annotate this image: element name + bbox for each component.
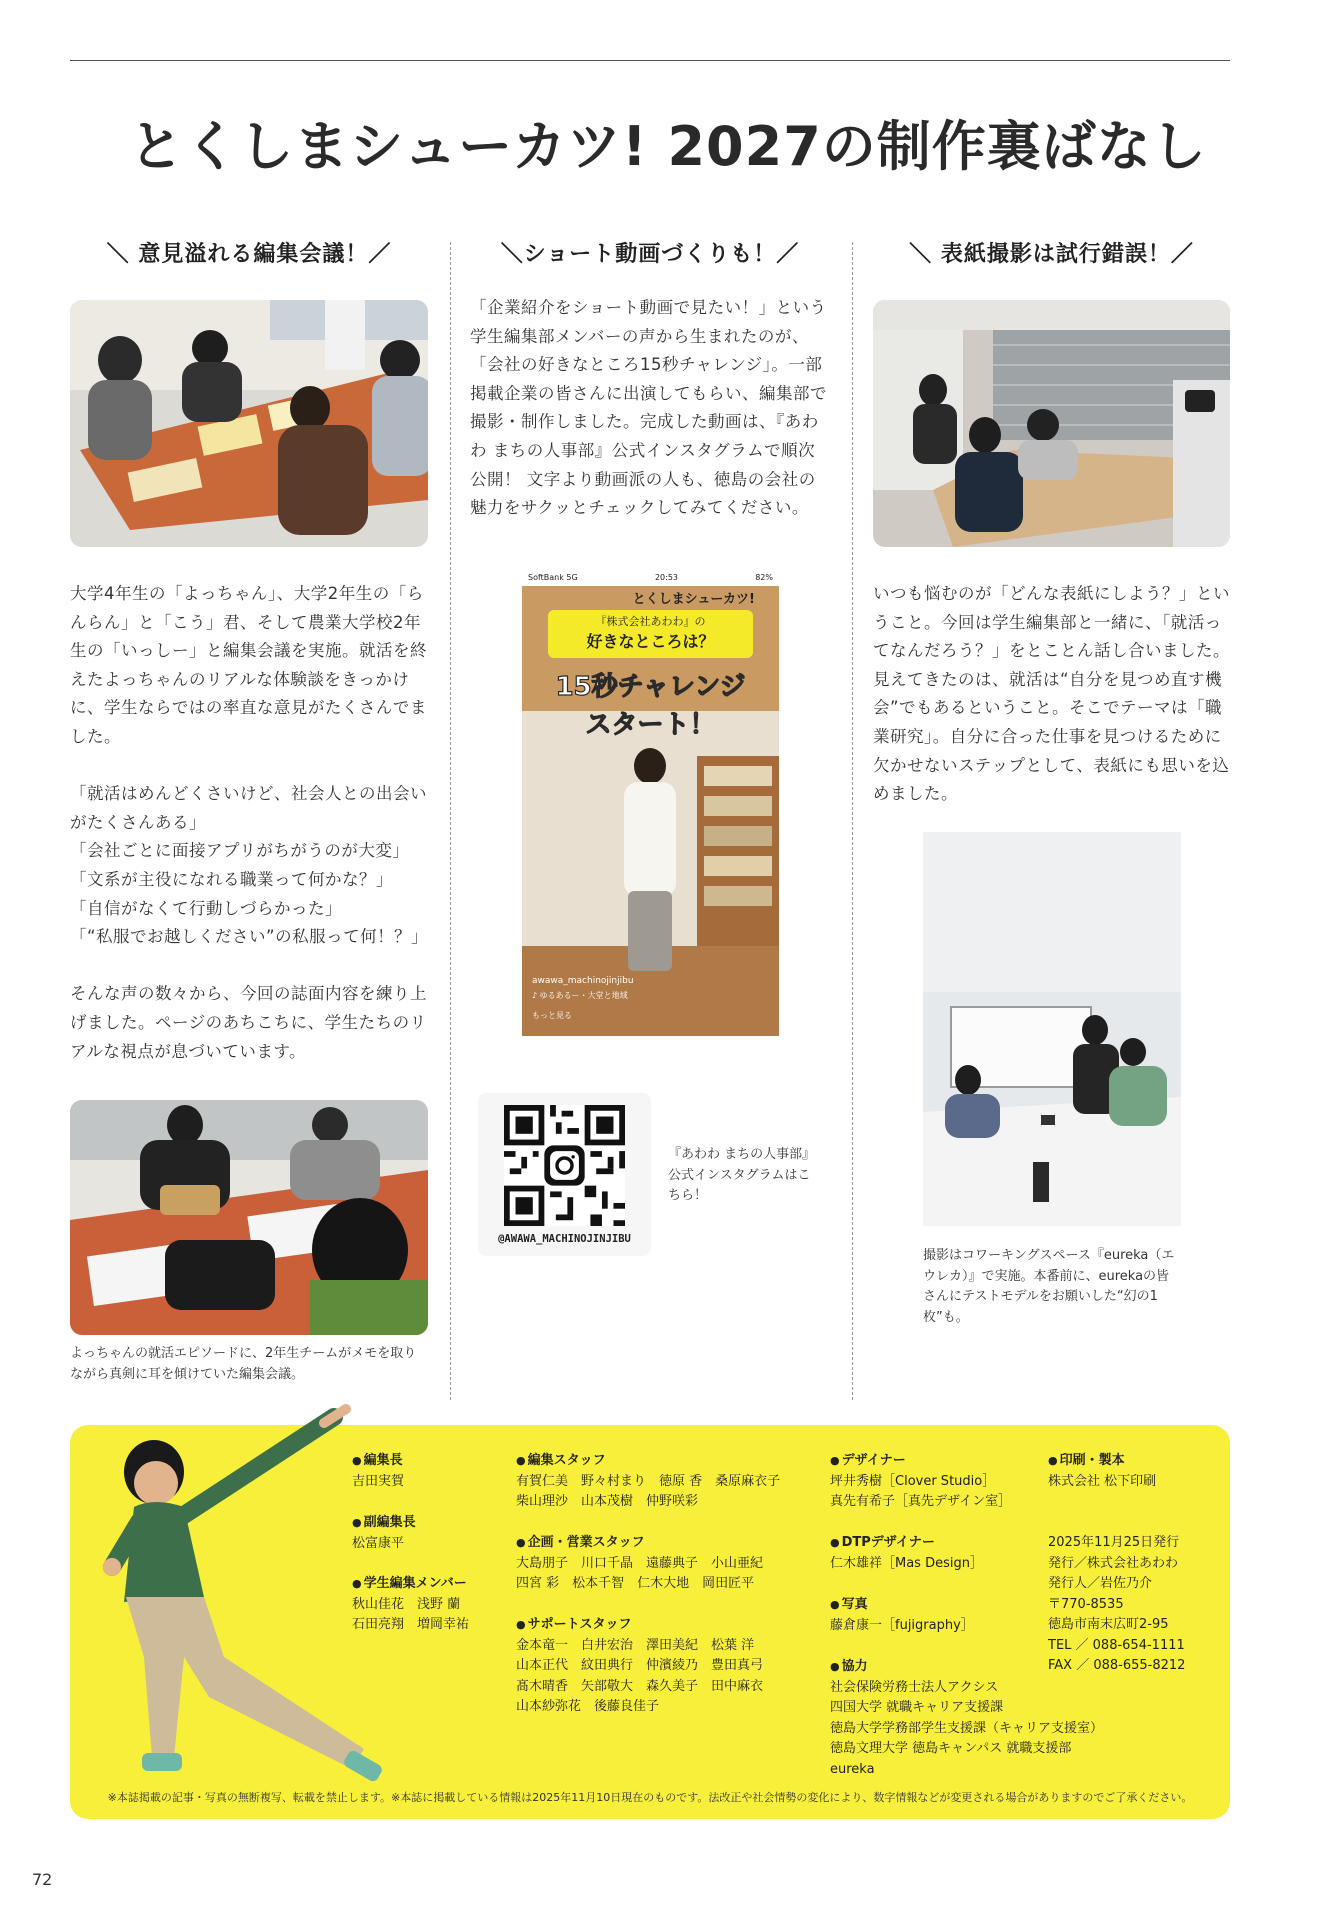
text-cover-shoot: いつも悩むのが「どんな表紙にしよう？」ということ。今回は学生編集部と一緒に、「就活ってなんだろう？」をとことん話し合いました。見えてきたのは、就活は“自分を見つめ直す機会”でもあるということ。そこでテーマは「職業研究」。自分に合った仕事を見つけるために欠かせないステップとして、表紙にも思いを込めました。 [873, 584, 1230, 804]
title-banner [548, 610, 753, 658]
main-title: 好きなところは？ [586, 632, 715, 651]
photo-caption: 撮影はコワーキングスペース『eureka（エウレカ）』で実施。本番前に、eurekaの皆さんにテストモデルをお願いした“幻の1枚”も。 [923, 1248, 1175, 1325]
qr-card [478, 1093, 651, 1256]
start-banner: スタート！ [585, 710, 716, 740]
credit-edit-staff: ● 編集スタッフ 有賀仁美 野々村まり 徳原 香 桑原麻衣子 柴山理沙 山本茂樹 仲野咲彩 [516, 1451, 780, 1513]
music-text: ♪ ゆるあるー・大堂と地域 [532, 991, 628, 1000]
credit-student-members: ● 学生編集メンバー 秋山佳花 浅野 蘭 石田亮翔 増岡幸祐 [352, 1574, 469, 1636]
battery-text: 82% [755, 572, 773, 582]
page-number: 72 [32, 1870, 53, 1889]
more-link[interactable]: もっと見る [532, 1011, 572, 1020]
photo-cover-test-shot [923, 832, 1181, 1226]
quote-line: 「“私服でお越しください”の私服って何！？」 [70, 927, 429, 947]
text-short-video: 「企業紹介をショート動画で見たい！」という学生編集部メンバーの声から生まれたのが、「会社の好きなところ15秒チャレンジ」。一部掲載企業の皆さんに出演してもらい、編集部で撮影・制作しました。完成した動画は、『あわわ まちの人事部』公式インスタグラムで順次公開！ 文字より動画派の人も、徳島の会社の魅力をサクッとチェックしてみてください。 [470, 298, 827, 518]
credit-vice-editor: ● 副編集長 松富康平 [352, 1513, 416, 1554]
status-bar [522, 568, 779, 586]
column-divider [852, 242, 853, 1400]
column-divider [450, 242, 451, 1400]
column-editorial-meeting [70, 230, 428, 280]
column-short-video [470, 230, 830, 280]
paragraph: そんな声の数々から、今回の誌面内容を練り上げました。ページのあちこちに、学生たちのリアルな視点が息づいています。 [70, 984, 427, 1061]
paragraph: 大学4年生の「よっちゃん」、大学2年生の「らんらん」と「こう」君、そして農業大学校2年生の「いっしー」と編集会議を実施。就活を終えたよっちゃんのリアルな体験談をきっかけに、学生ならではの率直な意見がたくさんでました。 [70, 584, 427, 746]
credit-publish-info: 2025年11月25日発行 発行／株式会社あわわ 発行人／岩佐乃介 〒770-8535 徳島市南末広町2-95 TEL ／ 088-654-1111 FAX ／ 088-655-8212 [1048, 1535, 1186, 1673]
section-heading: ＼ 表紙撮影は試行錯誤！／ [909, 242, 1194, 267]
credit-support-staff: ● サポートスタッフ 金本竜一 白井宏治 澤田美紀 松葉 洋 山本正代 紋田典行 仲濱綾乃 豊田真弓 髙木晴香 矢部敬大 森久美子 田中麻衣 山本紗弥花 後藤良佳子 [516, 1615, 763, 1718]
quote-line: 「文系が主役になれる職業って何かな？」 [70, 869, 393, 889]
section-heading: ＼ 意見溢れる編集会議！／ [106, 242, 392, 267]
qr-caption: 『あわわ まちの人事部』公式インスタグラムはこちら！ [668, 1147, 816, 1203]
copyright-note: ※本誌掲載の記事・写真の無断複写、転載を禁止します。※本誌に掲載している情報は2025年11月10日現在のものです。法改正や社会情勢の変化により、数字情報などが変更される場合がありますのでご了承ください。 [107, 1791, 1193, 1804]
account-name: awawa_machinojinjibu [532, 976, 634, 986]
credit-editor-chief: ● 編集長 吉田実賀 [352, 1451, 404, 1492]
column-cover-shoot [873, 230, 1230, 280]
credit-cooperation: ● 協力 社会保険労務士法人アクシス 四国大学 就職キャリア支援課 徳島大学学務部学生支援課（キャリア支援室） 徳島文理大学 徳島キャンパス 就職支援部 eureka [830, 1657, 1103, 1780]
quote-line: 「自信がなくて行動しづらかった」 [70, 898, 342, 918]
credit-photo: ● 写真 藤倉康一［fujigraphy］ [830, 1595, 974, 1636]
qr-handle: @AWAWA_MACHINOJINJIBU [498, 1233, 631, 1245]
student-pose-photo [94, 1397, 384, 1797]
quote-line: 「会社ごとに面接アプリがちがうのが大変」 [70, 841, 410, 861]
app-title: とくしまシューカツ! [632, 592, 755, 607]
photo-cover-discussion [873, 300, 1230, 547]
photo-editorial-meeting [70, 300, 428, 547]
credit-sales-staff: ● 企画・営業スタッフ 大島朋子 川口千晶 遠藤典子 小山亜紀 四宮 彩 松本千智 仁木大地 岡田匠平 [516, 1533, 763, 1595]
quote-line: 「就活はめんどくさいけど、社会人との出会いがたくさんある」 [70, 784, 427, 832]
qr-code[interactable] [504, 1105, 625, 1226]
challenge-banner: 15秒チャレンジ [555, 672, 746, 702]
credit-printing: ● 印刷・製本 株式会社 松下印刷 [1048, 1451, 1156, 1492]
top-rule [70, 60, 1230, 61]
credit-dtp: ● DTPデザイナー 仁木雄祥［Mas Design］ [830, 1533, 983, 1574]
photo-caption: よっちゃんの就活エピソードに、2年生チームがメモを取りながら真剣に耳を傾けていた編集会議。 [70, 1346, 417, 1382]
credits-panel [70, 1425, 1230, 1819]
carrier-text: SoftBank 5G [528, 572, 578, 582]
section-heading: ＼ショート動画づくりも！／ [500, 242, 800, 267]
credit-designer: ● デザイナー 坪井秀樹［Clover Studio］ 真先有希子［真先デザイン室］ [830, 1451, 1011, 1513]
text-editorial-intro [70, 580, 428, 1066]
phone-screenshot [522, 568, 779, 1036]
photo-memo-taking [70, 1100, 428, 1335]
time-text: 20:53 [654, 572, 678, 582]
page-title: とくしまシューカツ! 2027の制作裏ばなし [129, 115, 1207, 178]
sub-title: 『株式会社あわわ』の [595, 615, 706, 628]
